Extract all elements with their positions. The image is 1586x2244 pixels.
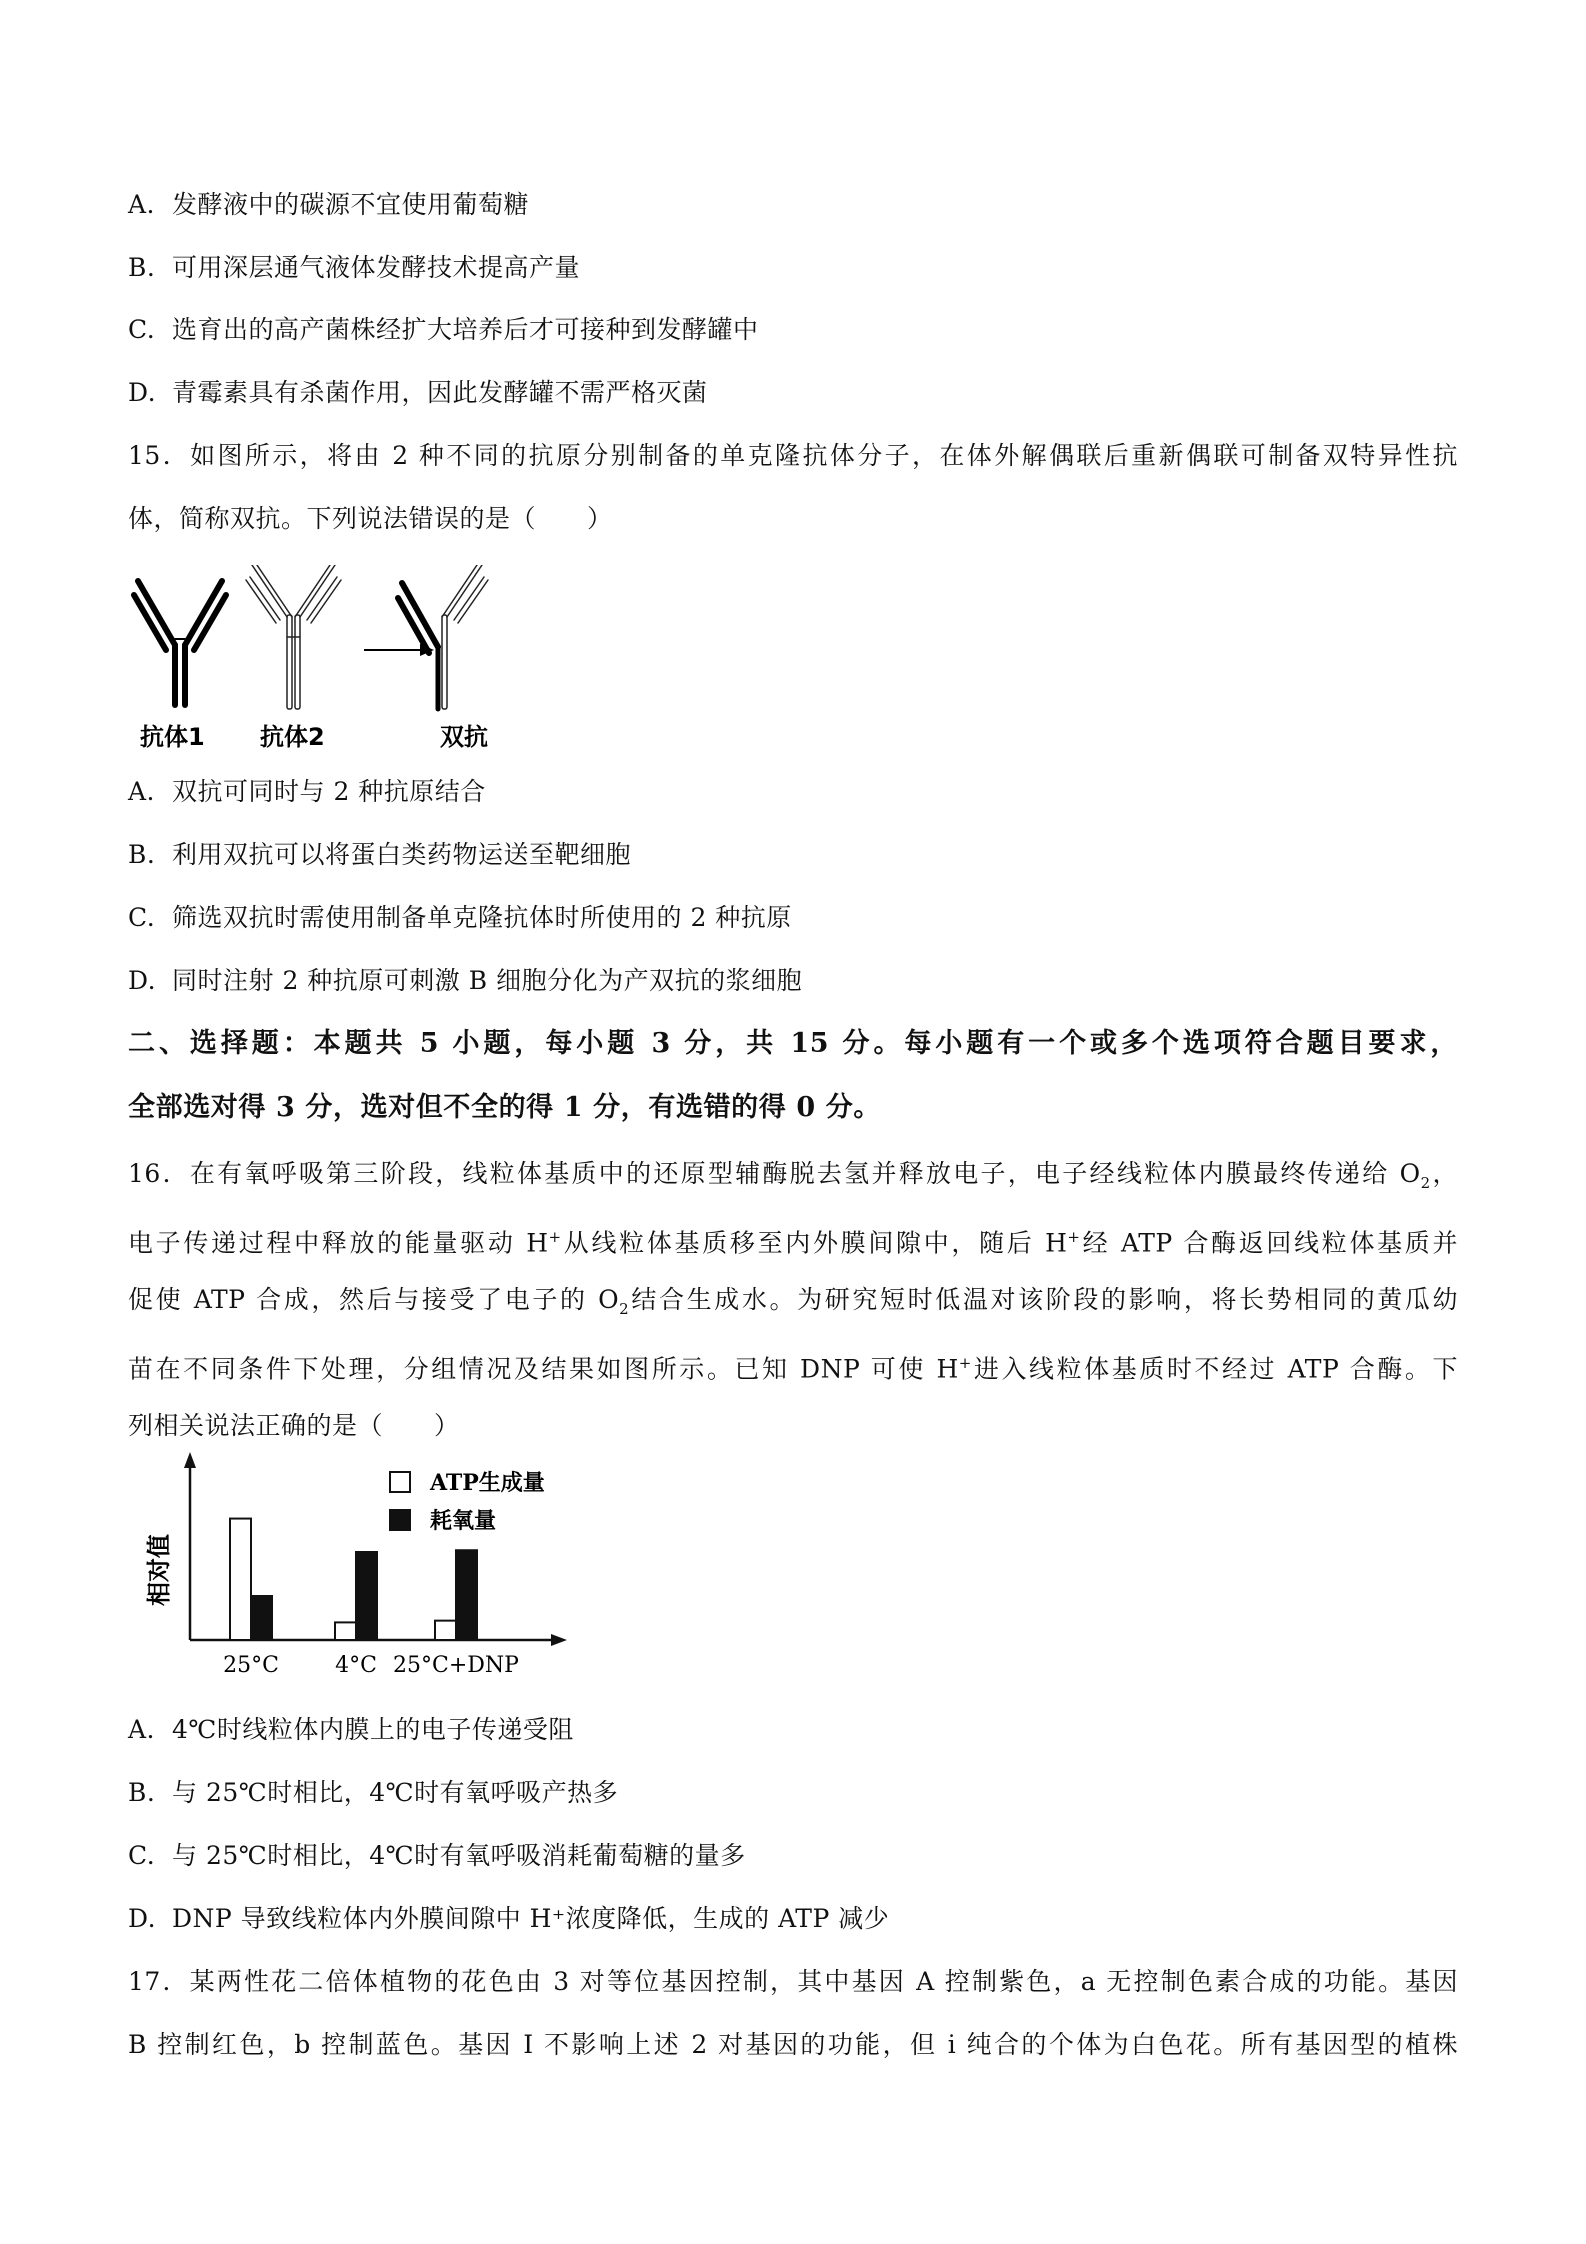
text: 结合生成水。为研究短时低温对该阶段的影响，将长势相同的黄瓜幼 <box>629 1285 1458 1314</box>
q16-stem-line-2 <box>128 1221 1458 1259</box>
antibody-figure <box>128 565 528 755</box>
y-axis-arrow-icon <box>184 1452 196 1468</box>
option-text: 利用双抗可以将蛋白类药物运送至靶细胞 <box>172 840 632 869</box>
x-axis-arrow-icon <box>551 1634 567 1646</box>
antibody-1-label: 抗体1 <box>140 723 205 751</box>
x-tick-label: 25°C <box>223 1653 279 1678</box>
option-label: D. <box>128 1904 157 1933</box>
q16-stem-line-3 <box>128 1284 1458 1325</box>
subscript: 2 <box>1420 1174 1431 1192</box>
legend-swatch <box>390 1510 410 1530</box>
bar-oxygen-1 <box>356 1552 377 1640</box>
q14-option-a <box>128 189 529 221</box>
bar-oxygen-0 <box>251 1596 272 1640</box>
q16-option-d <box>128 1903 889 1935</box>
option-text: 与 25℃时相比，4℃时有氧呼吸产热多 <box>172 1778 619 1807</box>
text: 促使 ATP 合成，然后与接受了电子的 O <box>128 1285 620 1314</box>
option-label: C. <box>128 903 156 932</box>
option-label: A. <box>128 190 156 219</box>
bispecific-antibody-diagram <box>398 565 488 709</box>
bar-chart <box>135 1450 575 1680</box>
option-text: 可用深层通气液体发酵技术提高产量 <box>172 253 581 282</box>
text: 列相关说法正确的是（ ） <box>128 1411 460 1440</box>
q16-stem-line-5 <box>128 1410 460 1442</box>
y-axis-label: 相对值 <box>145 1534 173 1606</box>
option-label: B. <box>128 253 156 282</box>
q14-option-d <box>128 377 708 409</box>
q15-option-c <box>128 902 792 934</box>
antibody-2-diagram <box>246 565 341 709</box>
option-label: A. <box>128 777 156 806</box>
bar-atp-2 <box>435 1621 456 1640</box>
bar-oxygen-2 <box>456 1550 477 1640</box>
q15-option-b <box>128 839 631 871</box>
option-label: D. <box>128 378 157 407</box>
q14-option-b <box>128 252 580 284</box>
section-2-instructions-line-1: 二、选择题：本题共 5 小题，每小题 3 分，共 15 分。每小题有一个或多个选项符合题目要求， <box>128 1028 1458 1059</box>
x-tick-label: 25°C+DNP <box>393 1653 519 1678</box>
option-label: A. <box>128 1715 156 1744</box>
legend-swatch <box>390 1472 410 1492</box>
q16-option-c <box>128 1840 746 1872</box>
text: 电子传递过程中释放的能量驱动 H <box>128 1228 549 1258</box>
q16-option-a <box>128 1714 574 1746</box>
option-label: D. <box>128 966 157 995</box>
option-text: 青霉素具有杀菌作用，因此发酵罐不需严格灭菌 <box>172 378 708 407</box>
q17-stem-line-1: 17．某两性花二倍体植物的花色由 3 对等位基因控制，其中基因 A 控制紫色，a 无控制色素合成的功能。基因 <box>128 1967 1458 1996</box>
q15-option-a <box>128 776 486 808</box>
legend-label: ATP生成量 <box>430 1470 545 1496</box>
text: 从线粒体基质移至内外膜间隙中，随后 H <box>561 1228 1068 1258</box>
q15-stem-line-2: 体，简称双抗。下列说法错误的是（ ） <box>128 504 613 533</box>
text: 进入线粒体基质时不经过 ATP 合酶。下 <box>971 1354 1458 1384</box>
bar-atp-1 <box>335 1622 356 1640</box>
option-label: C. <box>128 315 156 344</box>
legend-label: 耗氧量 <box>430 1508 497 1534</box>
q16-option-b <box>128 1777 618 1809</box>
option-text: 发酵液中的碳源不宜使用葡萄糖 <box>172 190 530 219</box>
subscript: 2 <box>619 1300 630 1318</box>
text: 苗在不同条件下处理，分组情况及结果如图所示。已知 DNP 可使 H <box>128 1354 959 1384</box>
text: ， <box>1430 1159 1458 1188</box>
q15-option-d <box>128 965 802 997</box>
option-text: 4℃时线粒体内膜上的电子传递受阻 <box>172 1715 574 1744</box>
option-text: 选育出的高产菌株经扩大培养后才可接种到发酵罐中 <box>172 315 759 344</box>
option-label: B. <box>128 1778 156 1807</box>
option-text: DNP 导致线粒体内外膜间隙中 H⁺浓度降低，生成的 ATP 减少 <box>172 1904 890 1933</box>
option-label: C. <box>128 1841 156 1870</box>
option-text: 同时注射 2 种抗原可刺激 B 细胞分化为产双抗的浆细胞 <box>172 966 803 995</box>
superscript: + <box>958 1354 972 1372</box>
option-text: 与 25℃时相比，4℃时有氧呼吸消耗葡萄糖的量多 <box>172 1841 746 1870</box>
text: 16．在有氧呼吸第三阶段，线粒体基质中的还原型辅酶脱去氢并释放电子，电子经线粒体内膜最终传递给 O <box>128 1159 1421 1188</box>
option-label: B. <box>128 840 156 869</box>
antibody-2-label: 抗体2 <box>260 723 325 751</box>
superscript: + <box>548 1228 562 1246</box>
antibody-1-diagram <box>134 581 226 705</box>
bispecific-label: 双抗 <box>440 723 488 751</box>
section-2-instructions-line-2: 全部选对得 3 分，选对但不全的得 1 分，有选错的得 0 分。 <box>128 1092 881 1123</box>
q16-stem-line-1 <box>128 1158 1458 1199</box>
q17-stem-line-2: B 控制红色，b 控制蓝色。基因 I 不影响上述 2 对基因的功能，但 i 纯合的个体为白色花。所有基因型的植株 <box>128 2030 1458 2059</box>
text: 经 ATP 合酶返回线粒体基质并 <box>1080 1228 1458 1258</box>
option-text: 筛选双抗时需使用制备单克隆抗体时所使用的 2 种抗原 <box>172 903 792 932</box>
bar-atp-0 <box>230 1519 251 1640</box>
q14-option-c <box>128 314 759 346</box>
chart-legend <box>390 1470 545 1534</box>
option-text: 双抗可同时与 2 种抗原结合 <box>172 777 486 806</box>
q16-stem-line-4 <box>128 1347 1458 1385</box>
superscript: + <box>1067 1228 1081 1246</box>
q15-stem-line-1: 15．如图所示，将由 2 种不同的抗原分别制备的单克隆抗体分子，在体外解偶联后重新偶联可制备双特异性抗 <box>128 441 1458 470</box>
x-tick-label: 4°C <box>335 1653 377 1678</box>
